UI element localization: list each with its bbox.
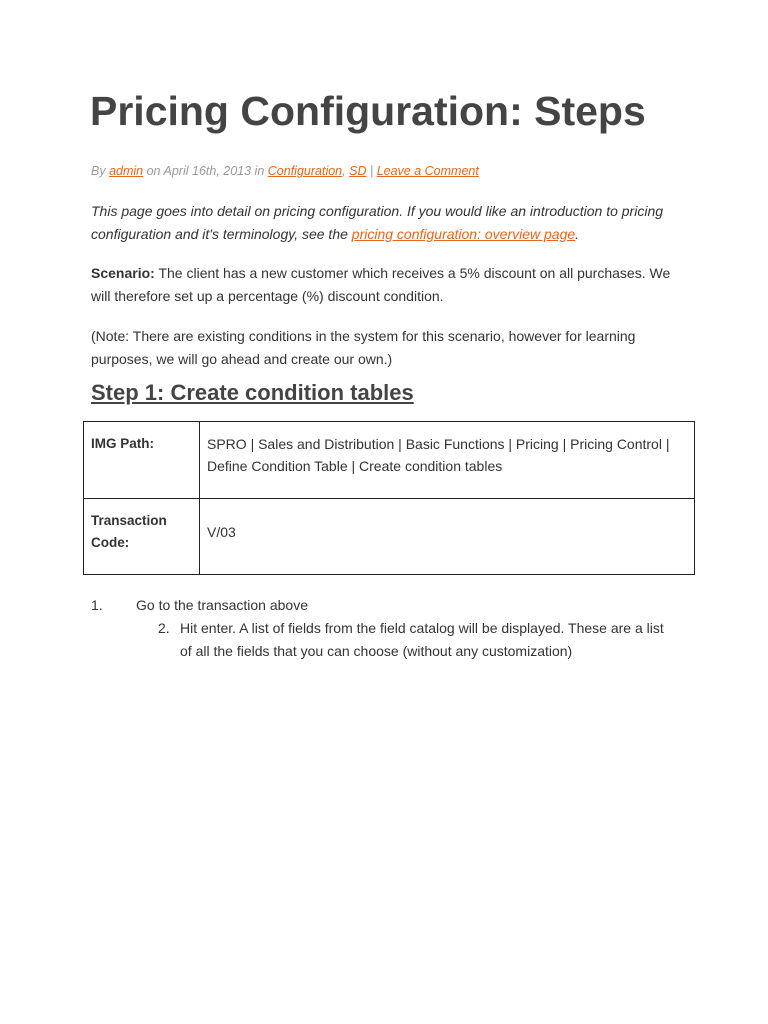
overview-page-link[interactable]: pricing configuration: overview page [351, 225, 576, 242]
list-item [91, 594, 308, 616]
intro-text: This page goes into detail on pricing configuration. If you would like an introduction to pricing configuration and it's terminology, see the [91, 203, 664, 242]
table-row [84, 422, 695, 499]
note-paragraph: (Note: There are existing conditions in the system for this scenario, however for learning purposes, we will go ahead and create our own.) [91, 328, 636, 367]
category-link-configuration[interactable]: Configuration [267, 164, 343, 178]
scenario-text: The client has a new customer which receives a 5% discount on all purchases. We will therefore set up a percentage (%) discount condition. [91, 265, 671, 304]
step-1-heading: Step 1: Create condition tables [91, 380, 414, 405]
table-row [84, 499, 695, 575]
post-meta [91, 164, 479, 178]
scenario-label: Scenario: [91, 265, 155, 281]
transaction-code-cell [200, 499, 695, 575]
scenario-paragraph [91, 262, 691, 308]
transaction-code-value: V/03 [207, 524, 236, 540]
page-title: Pricing Configuration: Steps [90, 88, 646, 134]
meta-date: on April 16th, 2013 in [146, 164, 265, 178]
list-item-number: 2. [158, 620, 170, 636]
list-item-number: 1. [91, 597, 103, 613]
transaction-code-label: Transaction Code: [84, 499, 200, 575]
meta-comma: , [342, 164, 346, 178]
list-item [158, 617, 678, 662]
leave-comment-link[interactable]: Leave a Comment [376, 164, 479, 178]
img-path-label: IMG Path: [84, 422, 200, 499]
list-item-text: Hit enter. A list of fields from the field catalog will be displayed. These are a list of all the fields that you can choose (without any customization) [180, 620, 664, 659]
img-path-value: SPRO | Sales and Distribution | Basic Functions | Pricing | Pricing Control | Define Condition Table | Create condition tables [200, 422, 695, 499]
author-link[interactable]: admin [109, 164, 144, 178]
intro-period: . [575, 225, 580, 242]
intro-paragraph [91, 200, 691, 245]
meta-by: By [91, 164, 106, 178]
list-item-text: Go to the transaction above [136, 597, 308, 613]
img-path-table [83, 421, 695, 575]
meta-separator: | [369, 164, 374, 178]
category-link-sd[interactable]: SD [349, 164, 367, 178]
